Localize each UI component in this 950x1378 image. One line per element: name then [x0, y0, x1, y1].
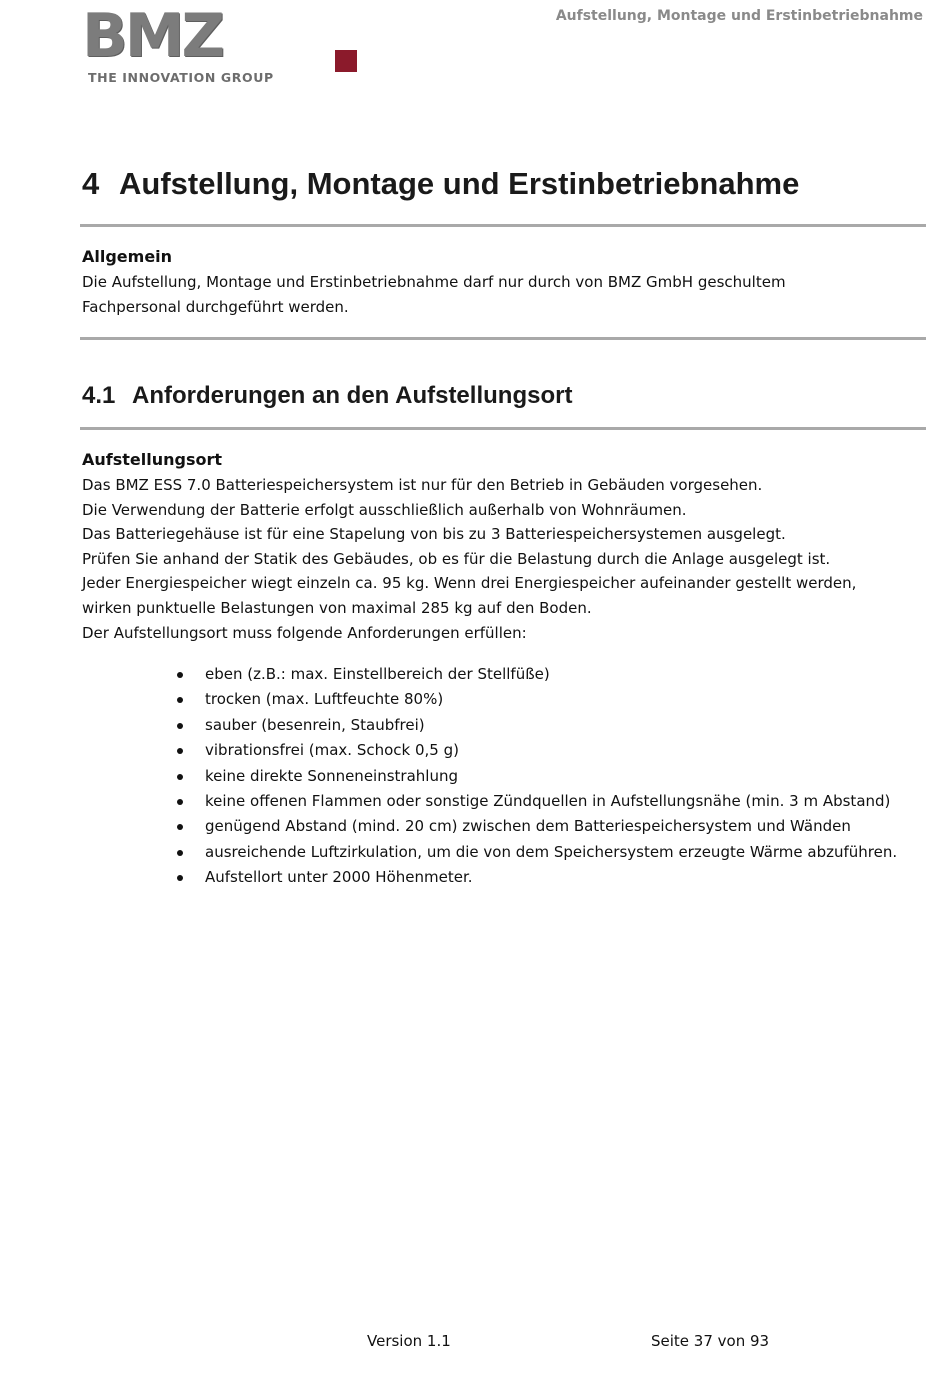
chapter-title: Aufstellung, Montage und Erstinbetriebnahme [119, 166, 800, 201]
site-line: Das Batteriegehäuse ist für eine Stapelung von bis zu 3 Batteriespeichersystemen ausgelegt. [82, 525, 786, 544]
list-item: Aufstellort unter 2000 Höhenmeter. [175, 865, 897, 890]
chapter-heading [82, 166, 799, 202]
logo-lettering: BMZ [82, 1, 222, 71]
divider [80, 224, 926, 227]
list-item: keine offenen Flammen oder sonstige Zündquellen in Aufstellungsnähe (min. 3 m Abstand) [175, 789, 897, 814]
footer-page-number: Seite 37 von 93 [651, 1332, 770, 1350]
company-logo [82, 1, 278, 86]
section-heading [82, 382, 572, 410]
running-header: Aufstellung, Montage und Erstinbetriebnahme [555, 8, 923, 24]
site-text [82, 473, 882, 645]
list-item: sauber (besenrein, Staubfrei) [175, 713, 897, 738]
logo-red-square [335, 50, 357, 72]
general-heading: Allgemein [82, 247, 173, 266]
site-line: Der Aufstellungsort muss folgende Anforderungen erfüllen: [82, 623, 527, 642]
list-item: eben (z.B.: max. Einstellbereich der Stellfüße) [175, 662, 897, 687]
general-paragraph: Die Aufstellung, Montage und Erstinbetriebnahme darf nur durch von BMZ GmbH geschultem Fachpersonal durchgeführt werden. [82, 273, 786, 316]
list-item: genügend Abstand (mind. 20 cm) zwischen dem Batteriespeichersystem und Wänden [175, 814, 897, 839]
logo-tagline: THE INNOVATION GROUP [88, 70, 274, 85]
list-item: vibrationsfrei (max. Schock 0,5 g) [175, 738, 897, 763]
site-line: Das BMZ ESS 7.0 Batteriespeichersystem ist nur für den Betrieb in Gebäuden vorgesehen. [82, 476, 763, 494]
list-item: keine direkte Sonneneinstrahlung [175, 764, 897, 789]
site-heading: Aufstellungsort [82, 450, 223, 469]
requirements-list [175, 662, 897, 891]
site-line: Jeder Energiespeicher wiegt einzeln ca. 95 kg. Wenn drei Energiespeicher aufeinander gestellt werden, wirken punktuelle Belastungen von maximal 285 kg auf den Boden. [82, 574, 857, 617]
divider [80, 427, 926, 430]
list-item: trocken (max. Luftfeuchte 80%) [175, 687, 897, 712]
section-title: Anforderungen an den Aufstellungsort [132, 382, 573, 409]
list-item: ausreichende Luftzirkulation, um die von dem Speichersystem erzeugte Wärme abzuführen. [175, 840, 897, 865]
chapter-number: 4 [82, 166, 100, 201]
footer-version: Version 1.1 [367, 1332, 451, 1350]
section-number: 4.1 [82, 382, 116, 409]
site-line: Prüfen Sie anhand der Statik des Gebäudes, ob es für die Belastung durch die Anlage ausgelegt ist. [82, 549, 831, 568]
divider [80, 337, 926, 340]
general-text [82, 270, 882, 319]
site-line: Die Verwendung der Batterie erfolgt ausschließlich außerhalb von Wohnräumen. [82, 500, 687, 519]
